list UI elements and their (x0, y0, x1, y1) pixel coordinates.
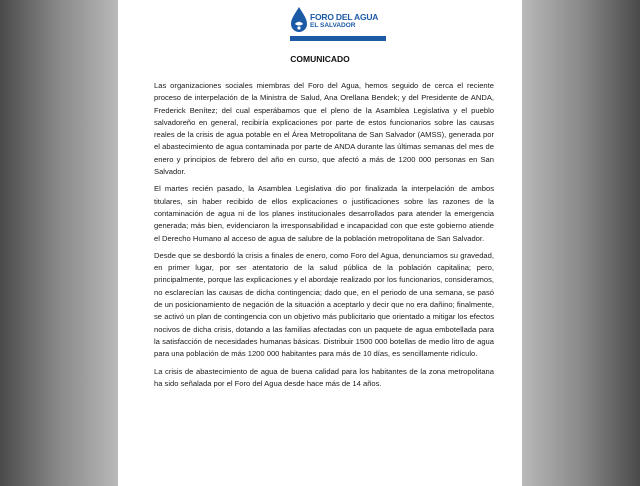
document-title: COMUNICADO (290, 54, 350, 64)
logo-subtitle: EL SALVADOR (310, 22, 356, 29)
document-body (154, 80, 494, 395)
paragraph: La crisis de abastecimiento de agua de buena calidad para los habitantes de la zona metropolitana ha sido señalada por el Foro del Agua desde hace más de 14 años. (154, 366, 494, 388)
logo-bar (290, 36, 386, 41)
paragraph: El martes recién pasado, la Asamblea Legislativa dio por finalizada la interpelación de ambos titulares, sin haber recibido de ellos explicaciones o justificaciones sobre las razones de la contaminación de agua ni de los planes institucionales desarrollados para atender la emergencia generada; más bien, evidenciaron la irresponsabilidad e incapacidad con que este gobierno atiende el Derecho Humano al acceso de agua de salubre de la población metropolitana de San Salvador. (154, 184, 494, 243)
water-drop-icon (288, 6, 310, 36)
paragraph: Las organizaciones sociales miembras del Foro del Agua, hemos seguido de cerca el reciente proceso de interpelación de la Ministra de Salud, Ana Orellana Bendek; y del Presidente de ANDA, Frederick Benítez; del cual esperábamos que el pleno de la Asamblea Legislativa y el pueblo salvadoreño en general, recibiría explicaciones por parte de estos funcionarios sobre las causas reales de la crisis de agua potable en el Área Metropolitana de San Salvador (AMSS), generada por el abastecimiento de agua contaminada por parte de ANDA durante las últimas semanas del mes de enero y principios de febrero del año en curso, que afectó a más de 1200 000 personas en San Salvador. (154, 81, 494, 177)
logo-name: FORO DEL AGUA (310, 12, 379, 22)
foro-del-agua-logo (288, 6, 388, 46)
paragraph: Desde que se desbordó la crisis a finales de enero, como Foro del Agua, denunciamos su gravedad, en primer lugar, por ser atentatorio de la salud pública de la población capitalina; pero, principalmente, porque las explicaciones y el abordaje realizado por los funcionarios, consideramos, no esclarecían las causas de dicha contingencia; dado que, en el periodo de una semana, se pasó de un posicionamiento de negación de la situación a aceptarlo y decir que no era dañino; finalmente, se activó un plan de contingencia con un objetivo más publicitario que orientado a mitigar los efectos nocivos de dicha crisis, dotando a las familias afectadas con un paquete de agua embotellada para la satisfacción de necesidades humanas básicas. Distribuir 1500 000 botellas de medio litro de agua para una población de más 1200 000 habitantes para más de 10 días, es sencillamente ridículo. (154, 250, 494, 359)
document-page (118, 0, 522, 486)
